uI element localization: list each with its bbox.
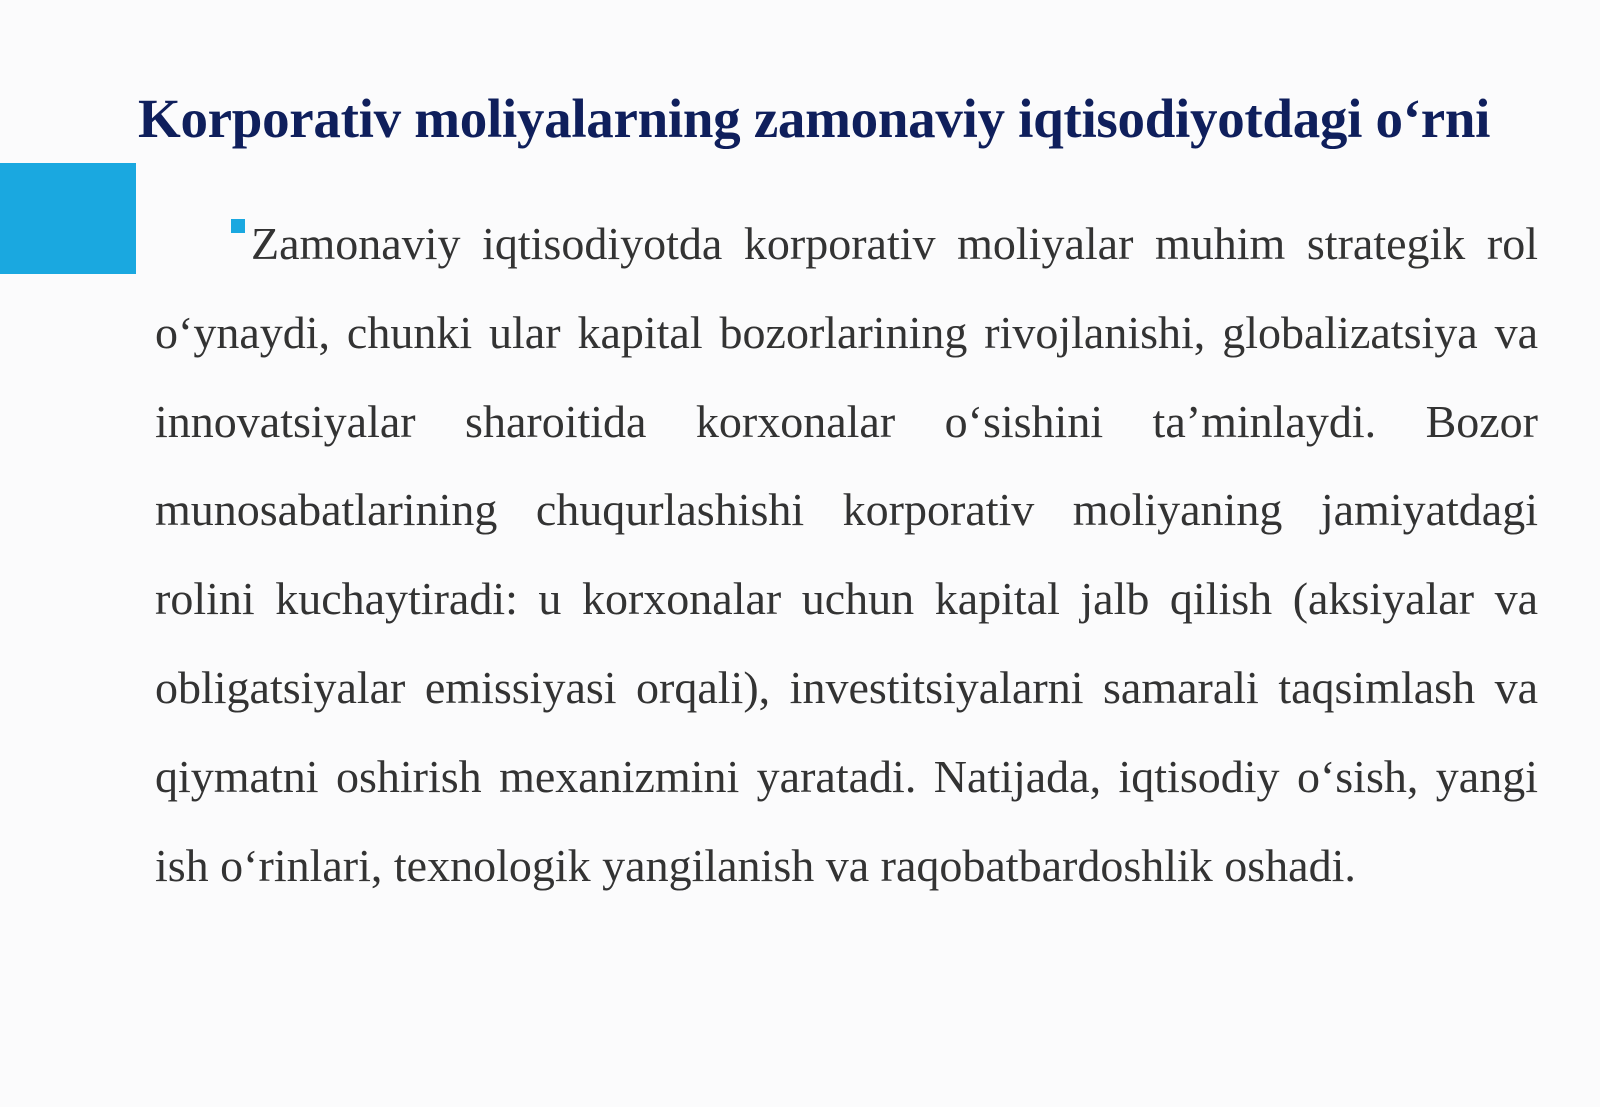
body-text: Zamonaviy iqtisodiyotda korporativ moliyalar muhim strategik rol o‘ynaydi, chunki ular kapital bozorlarining rivojlanishi, globalizatsiya va innovatsiyalar sharoitida korxonalar o‘sishini ta’minlaydi. Bozor munosabatlarining chuqurlashishi korporativ moliyaning jamiyatdagi rolini kuchaytiradi: u korxonalar uchun kapital jalb qilish (aksiyalar va obligatsiyalar emissiyasi orqali), investitsiyalarni samarali taqsimlash va qiymatni oshirish mexanizmini yaratadi. Natijada, iqtisodiy o‘sish, yangi ish o‘rinlari, texnologik yangilanish va raqobatbardoshlik oshadi. [155, 218, 1538, 891]
slide-body [155, 200, 1538, 910]
slide-title: Korporativ moliyalarning zamonaviy iqtisodiyotdagi o‘rni [138, 88, 1491, 149]
bullet-icon [231, 219, 245, 233]
accent-block [0, 163, 136, 274]
